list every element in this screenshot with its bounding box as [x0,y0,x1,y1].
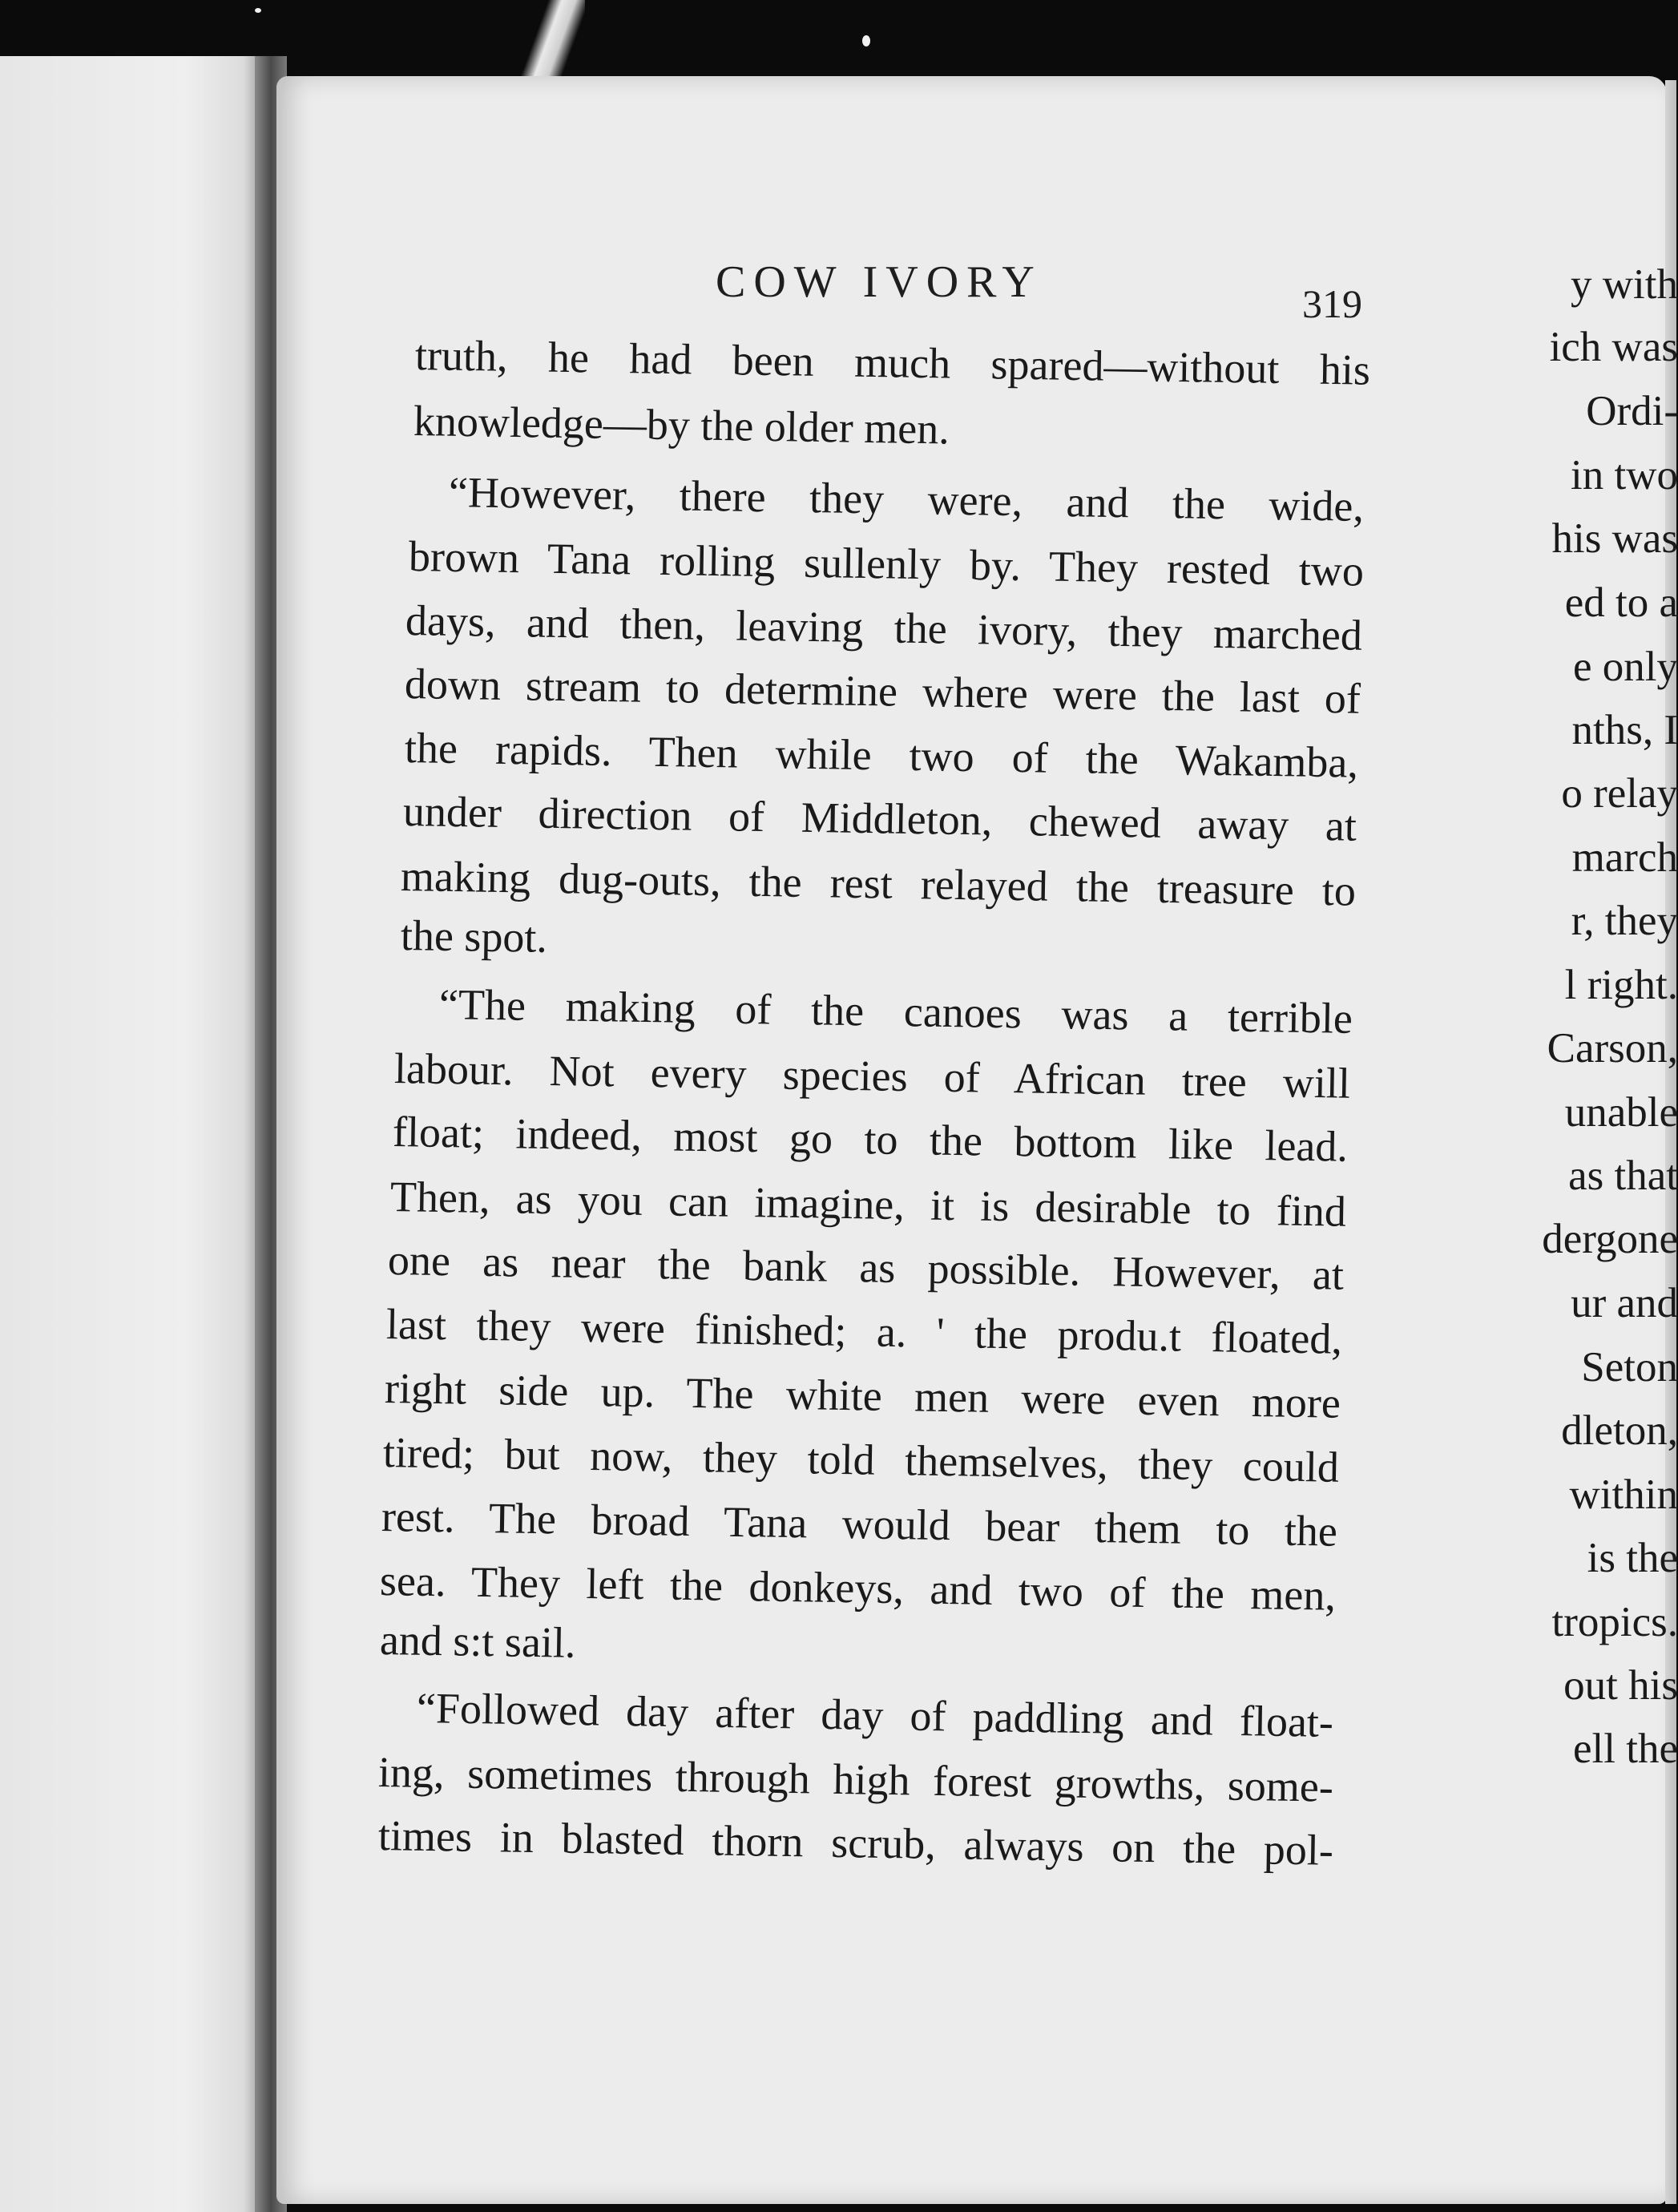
text-line: is the [1587,1535,1678,1581]
text-line: the spot. [400,911,548,962]
text-line: tropics. [1551,1599,1678,1645]
text-line: labour. Not every species of African tree will [393,1044,1351,1108]
text-line: days, and then, leaving the ivory, they marched [405,596,1363,660]
text-line: his was [1551,515,1678,562]
text-line: dergone [1542,1216,1678,1262]
text-line: l right. [1564,962,1678,1008]
text-line: unable [1564,1089,1678,1136]
text-line: rest. The broad Tana would bear them to the [381,1492,1338,1556]
text-line: dleton, [1561,1407,1678,1454]
text-line: “However, there they were, and the wide, [448,468,1365,531]
text-line: right side up. The white men were even more [384,1364,1341,1427]
text-line: ur and [1571,1280,1678,1326]
text-line: brown Tana rolling sullenly by. They rested two [408,532,1365,595]
text-line: under direction of Middleton, chewed away at [402,787,1357,850]
text-line: ing, sometimes through high forest growths, some- [377,1748,1334,1811]
scan-speck [862,35,870,46]
text-line: float; indeed, most go to the bottom like lead. [392,1108,1349,1171]
text-line: Then, as you can imagine, it is desirable to find [389,1173,1347,1236]
text-line: making dug-outs, the rest relayed the treasure to [400,852,1357,915]
text-line: ich was [1549,324,1678,370]
text-line: e only [1573,644,1678,690]
text-line: sea. They left the donkeys, and two of the men, [379,1556,1337,1620]
text-line: Carson, [1547,1025,1678,1072]
text-line: one as near the bank as possible. However, at [387,1236,1345,1299]
text-line: truth, he had been much spared—without his [414,331,1371,394]
running-head: COW IVORY [716,257,1043,307]
text-line: knowledge—by the older men. [413,397,950,454]
text-line: Seton [1581,1344,1678,1391]
text-line: as that [1568,1152,1678,1199]
text-line: the rapids. Then while two of the Wakamba, [404,724,1359,787]
text-line: down stream to determine where were the last of [404,660,1361,723]
text-line: within [1569,1471,1678,1518]
text-line: ell the [1573,1726,1678,1772]
text-line: march [1571,834,1678,881]
text-line: “Followed day after day of paddling and float- [416,1684,1334,1746]
text-line: out his [1563,1662,1678,1709]
text-line: “The making of the canoes was a terrible [438,980,1353,1043]
text-line: times in blasted thorn scrub, always on the pol- [377,1811,1334,1875]
text-line: Ordi- [1586,388,1678,434]
scan-speck [255,8,261,13]
text-line: r, they [1571,898,1678,944]
page-number: 319 [1302,281,1362,326]
text-line: and s:t sail. [379,1616,576,1667]
text-line: tired; but now, they told themselves, they could [382,1428,1340,1491]
text-line: in two [1571,452,1678,499]
text-line: o relay [1561,770,1678,817]
text-line: nths, I [1571,707,1678,753]
text-line: last they were finished; a. ' the produ.t floated, [385,1300,1343,1363]
text-line: y with [1571,261,1678,308]
text-line: ed to a [1564,579,1678,626]
